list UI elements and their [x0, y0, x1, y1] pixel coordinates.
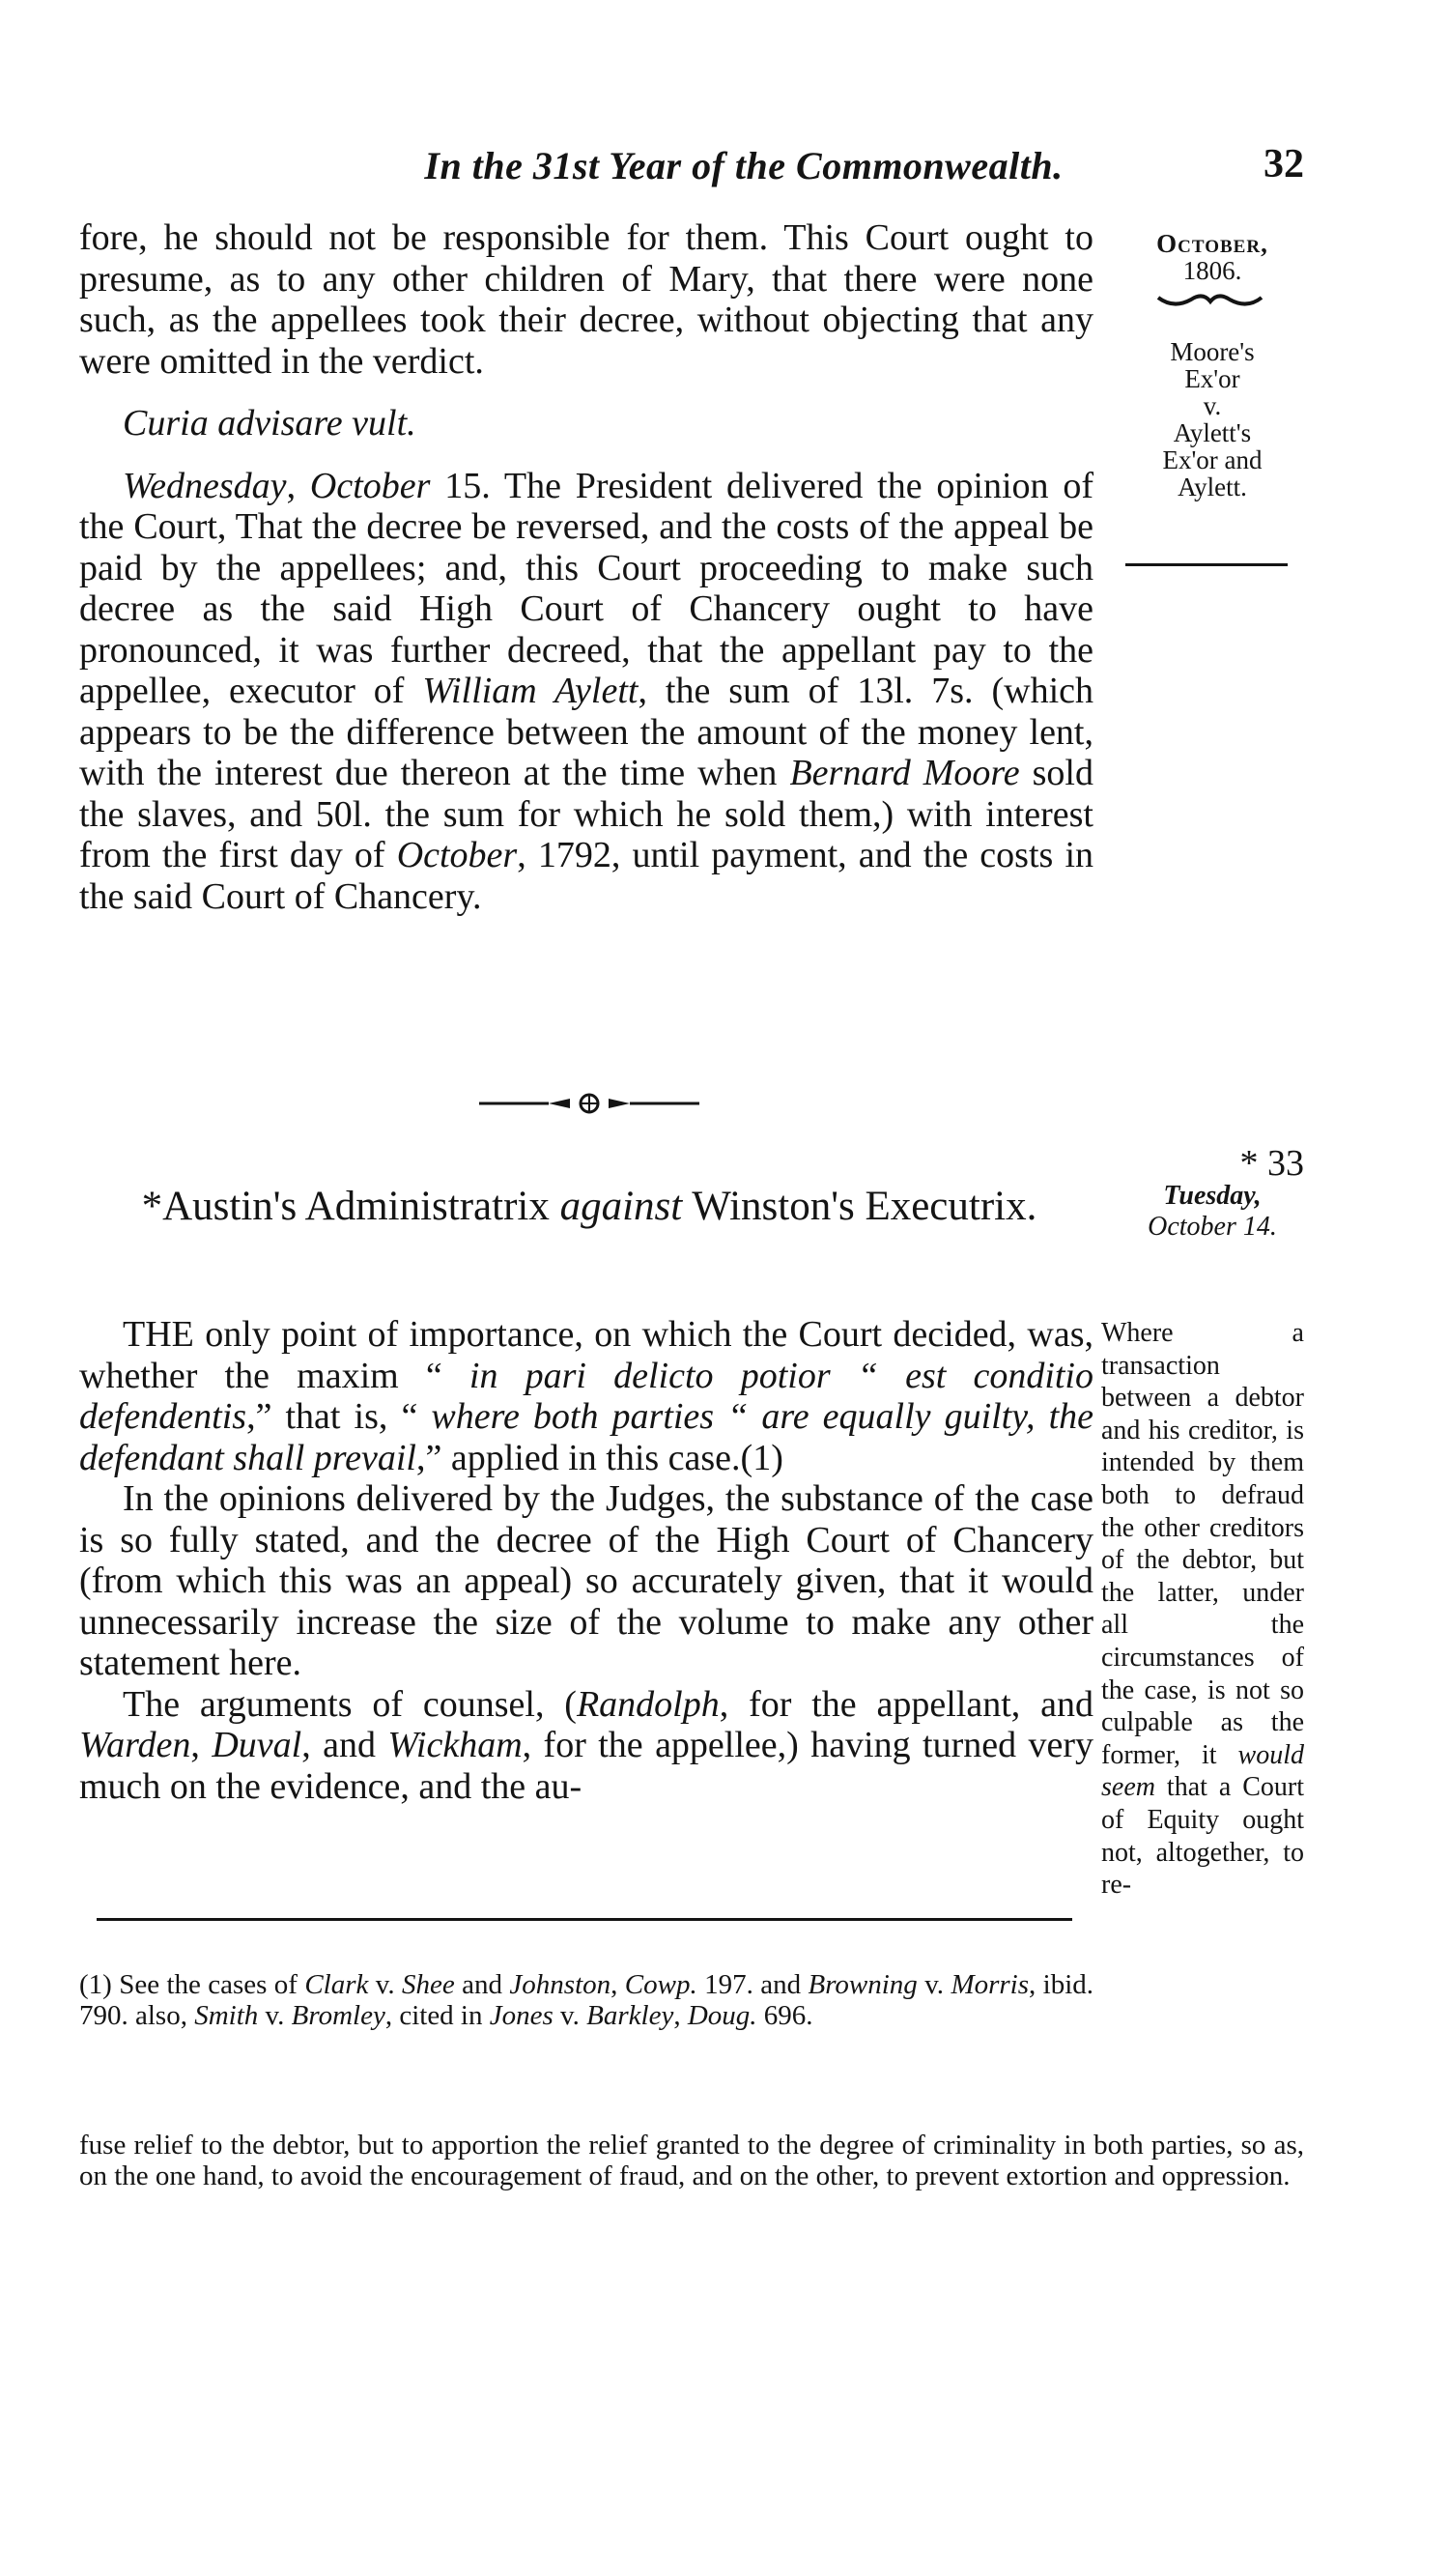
page-number: 32	[1263, 142, 1304, 186]
text-run: and	[454, 1969, 510, 2000]
margin-month: October,	[1156, 229, 1268, 258]
month-text: October	[309, 465, 431, 506]
latin-maxim: in pari delicto potior “ est conditio defendentis	[79, 1355, 1093, 1437]
text-run: ,	[673, 2000, 688, 2031]
text-run: ,” that is, “	[246, 1396, 432, 1437]
paragraph: In the opinions delivered by the Judges, the substance of the case is so fully stated, and the decree of the High Court of Chancery (from which this was an appeal) so accurately given, that it would unnecessarily increase the size of the volume to make any other statement here.	[79, 1478, 1093, 1683]
star-page-number: * 33	[1239, 1143, 1304, 1184]
text-run: , and	[301, 1725, 388, 1765]
footnote	[79, 1969, 1093, 2031]
text-run: , ibid. 790. also,	[79, 1969, 1094, 2031]
text-run: v.	[368, 1969, 403, 2000]
margin-case-line: Ex'or and	[1162, 445, 1263, 474]
margin-date-note	[1121, 230, 1304, 284]
side-annotation	[1101, 1317, 1304, 1902]
title-part: Winston's Executrix.	[682, 1184, 1037, 1229]
margin-case-line: Ex'or	[1184, 364, 1240, 393]
reporter: Cowp.	[624, 1969, 697, 2000]
judgment-paragraph: Wednesday, October 15. The President delivered the opinion of the Court, That the decree be reversed, and the costs of the appeal be paid by the appellees; and, this Court proceeding to make such decree as the said High Court of Chancery ought to have pronounced, it was further decreed, that the appellant pay to the appellee, executor of William Aylett, the sum of 13l. 7s. (which appears to be the difference between the amount of the money lent, with the interest due thereon at the time when Bernard Moore sold the slaves, and 50l. the sum for which he sold them,) with interest from the first day of October, 1792, until payment, and the costs in the said Court of Chancery.	[79, 465, 1093, 917]
paragraph: fore, he should not be responsible for them. This Court ought to presume, as to any other children of Mary, that there were none such, as the appellees took their decree, without objecting that any were omitted in the verdict.	[79, 217, 1093, 382]
margin-year: 1806.	[1182, 256, 1242, 285]
counsel-name: Randolph	[576, 1683, 720, 1725]
text-run: 197. and	[696, 1969, 809, 2000]
case-name: Shee	[402, 1969, 455, 2000]
text-run: THE only point of importance, on which the Court decided, was, whether the maxim “	[79, 1314, 1093, 1396]
margin-case-line: Aylett's	[1173, 418, 1252, 447]
text-run: that a Court of Equity ought not, altogether, to re-	[1101, 1772, 1304, 1901]
margin-case-line: v.	[1203, 391, 1222, 420]
text-run: Where a transaction between a debtor and his creditor, is intended by them both to defraud the other creditors of the debtor, but the latter, under all the circumstances of the case, is not so culpable as the former, it	[1101, 1318, 1304, 1770]
person-name: William Aylett	[422, 671, 639, 711]
case-date: October 14.	[1148, 1212, 1277, 1242]
section-ornament	[473, 1092, 705, 1115]
annotation-continuation: fuse relief to the debtor, but to apportion the relief granted to the degree of criminality in both parties, so as, on the one hand, to avoid the encouragement of fraud, and on the other, to prevent extortion and oppression.	[79, 2130, 1304, 2191]
body-text-bottom	[79, 1314, 1093, 1807]
text-run: , cited in	[384, 2000, 490, 2031]
text-run: , the sum of 13l. 7s. (which appears to be the difference between the amount of the money lent, with the interest due thereon at the time when	[79, 671, 1093, 793]
case-name: Browning	[808, 1969, 918, 2000]
day-text: Wednesday	[123, 465, 287, 506]
text-run: ,” applied in this case.(1)	[415, 1437, 783, 1478]
counsel-name: Warden	[79, 1725, 191, 1765]
footnote-rule	[97, 1918, 1072, 1921]
text-run: , for the appellee,) having turned very much on the evidence, and the au-	[79, 1725, 1093, 1807]
case-name: Johnston	[509, 1969, 611, 2000]
maxim-translation: where both parties “ are equally guilty, the defendant shall prevail	[79, 1396, 1094, 1478]
case-day: Tuesday,	[1163, 1181, 1262, 1211]
case-date-note	[1121, 1181, 1304, 1243]
running-head: In the 31st Year of the Commonwealth.	[424, 144, 1064, 187]
paragraph	[79, 1314, 1093, 1478]
text-run: The arguments of counsel, (	[123, 1683, 577, 1725]
paragraph	[79, 1684, 1093, 1808]
title-part: *Austin's Administratrix	[141, 1184, 560, 1229]
text-run: 15. The President delivered the opinion of the Court, That the decree be reversed, and the costs of the appeal be paid by the appellees; and, this Court proceeding to make such decree as the said High Court of Chancery ought to have pronounced, it was further decreed, that the appellant pay to the appellee, executor of	[79, 465, 1093, 711]
text-run: 696.	[756, 2000, 813, 2031]
text-run: ,	[190, 1725, 213, 1765]
text-run: , 1792, until payment, and the costs in the said Court of Chancery.	[79, 835, 1093, 917]
text-run: , for the appellant, and	[719, 1683, 1093, 1725]
margin-case-line: Aylett.	[1178, 472, 1247, 501]
emphasis: would seem	[1101, 1739, 1304, 1803]
margin-case-line: Moore's	[1170, 337, 1255, 366]
case-name: Morris	[951, 1969, 1030, 2000]
case-name: Jones	[489, 2000, 554, 2031]
text-run: v.	[258, 2000, 292, 2031]
person-name: Bernard Moore	[789, 753, 1020, 793]
curia-line	[79, 403, 1093, 444]
case-name: Barkley	[586, 2000, 674, 2031]
text-run: (1) See the cases of	[79, 1969, 305, 2000]
month-text: October	[396, 835, 518, 875]
text-run: v.	[553, 2000, 587, 2031]
body-text-top	[79, 217, 1093, 917]
margin-rule	[1125, 563, 1288, 566]
title-against: against	[559, 1184, 683, 1229]
text-run: ,	[610, 1969, 625, 2000]
margin-case-note	[1121, 338, 1304, 501]
text-run: sold the slaves, and 50l. the sum for which he sold them,) with interest from the first day of	[79, 753, 1093, 875]
case-name: Smith	[194, 2000, 259, 2031]
reporter: Doug.	[687, 2000, 757, 2031]
counsel-name: Duval	[212, 1725, 302, 1765]
text-run: v.	[917, 1969, 951, 2000]
case-name: Clark	[304, 1969, 369, 2000]
counsel-name: Wickham	[387, 1725, 523, 1765]
case-title	[77, 1184, 1101, 1230]
flourish-ornament	[1154, 290, 1265, 311]
case-name: Bromley	[291, 2000, 385, 2031]
curia-text: Curia advisare vult.	[123, 403, 416, 444]
